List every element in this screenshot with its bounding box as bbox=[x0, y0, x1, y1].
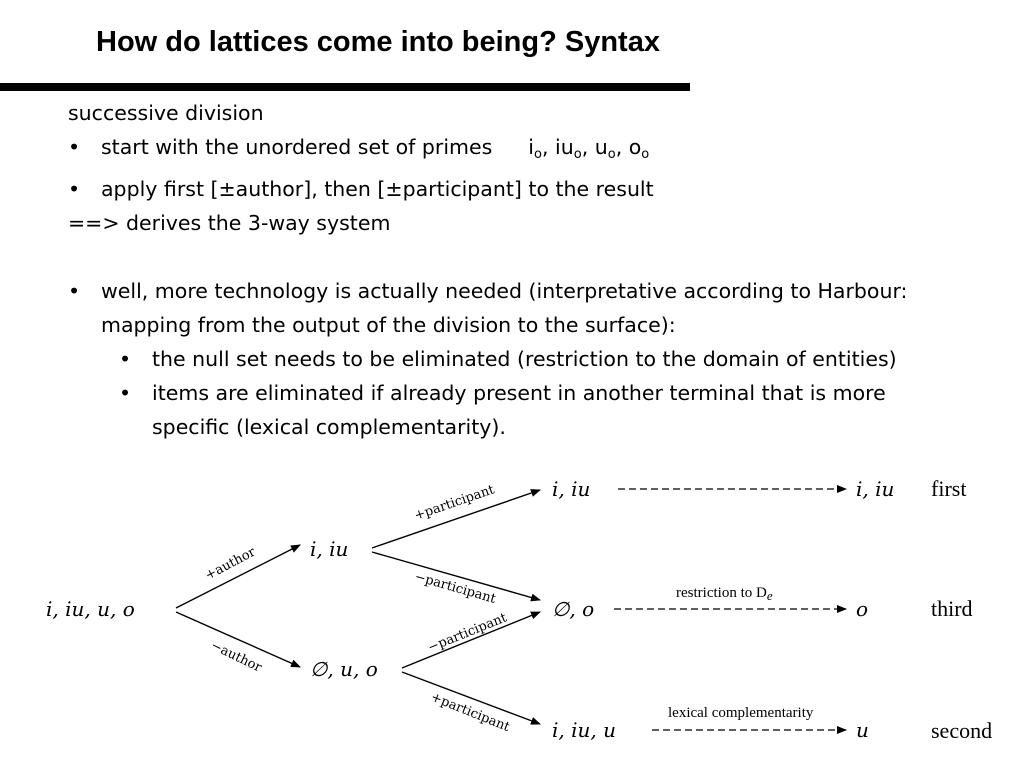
node-author-minus: ∅, u, o bbox=[310, 657, 378, 681]
slide-body bbox=[68, 96, 968, 444]
title-rule bbox=[0, 83, 690, 91]
note-lexical: lexical complementarity bbox=[668, 705, 814, 721]
output-second: u bbox=[856, 718, 869, 742]
bullet-glyph: • bbox=[68, 135, 81, 159]
label-minus-participant-1: −participant bbox=[412, 569, 498, 607]
primes-list: $i_o$, $iu_o$, $u_o$, $o_o$ bbox=[528, 135, 650, 162]
bullet-apply bbox=[68, 172, 968, 206]
sub-bullet-null-set-text: the null set needs to be eliminated (restriction to the domain of entities) bbox=[152, 347, 897, 371]
label-plus-participant-1: +participant bbox=[412, 482, 497, 524]
intro-line: successive division bbox=[68, 101, 264, 125]
bullet-primes bbox=[68, 130, 968, 172]
label-minus-author: −author bbox=[208, 638, 264, 676]
result-first: first bbox=[931, 476, 967, 501]
bullet-technology bbox=[68, 274, 968, 342]
conclusion-line: ==> derives the 3-way system bbox=[68, 211, 391, 235]
tree-root: i, iu, u, o bbox=[46, 597, 135, 621]
bullet-glyph: • bbox=[68, 279, 81, 303]
sub-bullet-complementarity bbox=[68, 376, 968, 444]
sub-bullet-complementarity-text: items are eliminated if already present in another terminal that is more specific (lexical complementarity). bbox=[152, 381, 886, 439]
bullet-glyph: • bbox=[119, 381, 132, 405]
result-second: second bbox=[931, 718, 993, 743]
result-third: third bbox=[931, 596, 973, 621]
bullet-apply-text: apply first [±author], then [±participant] to the result bbox=[101, 177, 654, 201]
label-plus-participant-2: +participant bbox=[428, 689, 512, 736]
division-tree-diagram bbox=[0, 470, 1024, 768]
slide-title: How do lattices come into being? Syntax bbox=[96, 26, 660, 58]
output-first: i, iu bbox=[856, 477, 895, 501]
bullet-glyph: • bbox=[119, 347, 132, 371]
output-third: o bbox=[856, 597, 869, 621]
bullet-primes-text: start with the unordered set of primes bbox=[101, 135, 493, 159]
edge-minus-participant-2 bbox=[402, 612, 540, 668]
label-plus-author: +author bbox=[202, 544, 259, 584]
leaf-plus-plus: i, iu bbox=[552, 477, 591, 501]
node-author-plus: i, iu bbox=[310, 537, 349, 561]
leaf-minus-plus: i, iu, u bbox=[552, 718, 616, 742]
bullet-technology-text: well, more technology is actually needed (interpretative according to Harbour: mapping from the output of the division to the surface): bbox=[101, 279, 908, 337]
note-restriction: restriction to De bbox=[676, 585, 773, 603]
label-minus-participant-2: −participant bbox=[425, 610, 510, 656]
bullet-glyph: • bbox=[68, 177, 81, 201]
leaf-plus-minus: ∅, o bbox=[552, 597, 595, 621]
sub-bullet-null-set bbox=[68, 342, 968, 376]
